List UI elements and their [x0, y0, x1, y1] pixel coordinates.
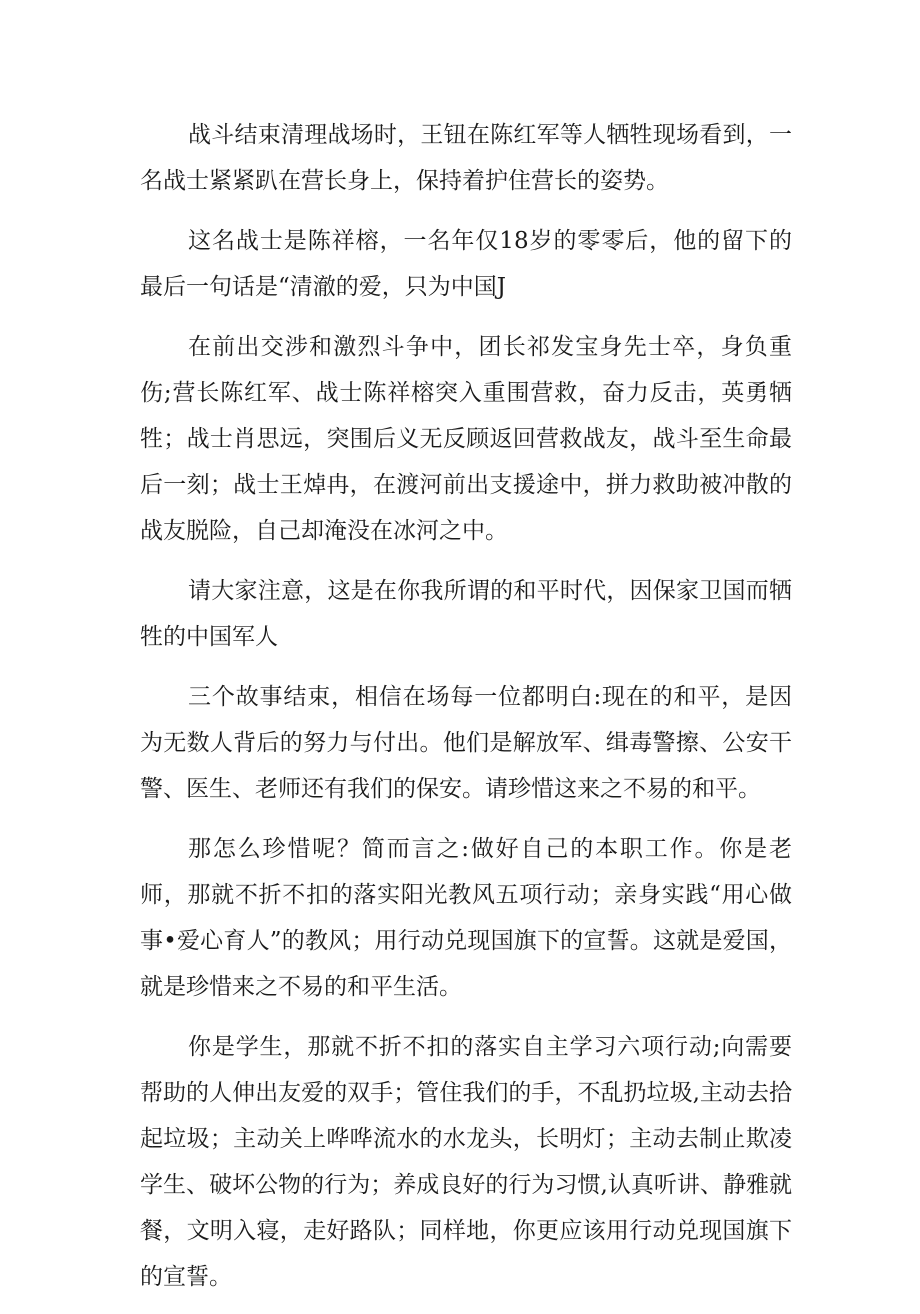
- paragraph-1: 战斗结束清理战场时，王钮在陈红军等人牺牲现场看到，一名战士紧紧趴在营长身上，保持着护住营长的姿势。: [140, 122, 792, 194]
- paragraph-3: 在前出交涉和激烈斗争中，团长祁发宝身先士卒，身负重伤;营长陈红军、战士陈祥榕突入重围营救，奋力反击，英勇牺牲；战士肖思远，突围后义无反顾返回营救战友，战斗至生命最后一刻；战士王焯冉，在渡河前出支援途中，拼力救助被冲散的战友脱险，自己却淹没在冰河之中。: [140, 334, 792, 544]
- paragraph-4: 请大家注意，这是在你我所谓的和平时代，因保家卫国而牺牲的中国军人: [140, 578, 792, 650]
- paragraph-7: 你是学生，那就不折不扣的落实自主学习六项行动;向需要帮助的人伸出友爱的双手；管住我们的手，不乱扔垃圾,主动去拾起垃圾；主动关上哗哗流水的水龙头，长明灯；主动去制止欺凌学生、破坏公物的行为；养成良好的行为习惯,认真听讲、静雅就餐，文明入寝，走好路队；同样地，你更应该用行动兑现国旗下的宣誓。: [140, 1034, 792, 1290]
- paragraph-6: 那怎么珍惜呢？简而言之:做好自己的本职工作。你是老师，那就不折不扣的落实阳光教风五项行动；亲身实践“用心做事•爱心育人”的教风；用行动兑现国旗下的宣誓。这就是爱国，就是珍惜来之不易的和平生活。: [140, 836, 792, 1000]
- paragraph-5: 三个故事结束，相信在场每一位都明白:现在的和平，是因为无数人背后的努力与付出。他们是解放军、缉毒警擦、公安干警、医生、老师还有我们的保安。请珍惜这来之不易的和平。: [140, 684, 792, 802]
- document-body: [140, 112, 792, 1314]
- paragraph-2: 这名战士是陈祥榕，一名年仅18岁的零零后，他的留下的最后一句话是“清澈的爱，只为中国J: [140, 228, 792, 300]
